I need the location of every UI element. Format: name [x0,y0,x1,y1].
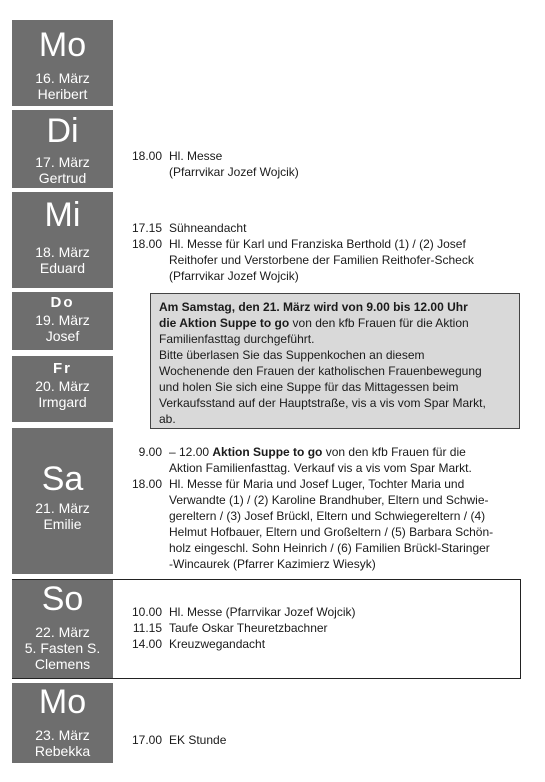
event-entry [132,620,328,636]
event-time: 14.00 [131,637,162,651]
event-text: Hl. Messe für Karl und Franziska Berthold (1) / (2) Josef [169,237,466,251]
notice-heading: die Aktion Suppe to go [159,316,290,330]
day-date: 16. März [35,70,90,86]
event-entry [131,220,247,236]
day-date: 20. März [35,378,90,394]
day-date: 19. März [35,312,90,328]
notice-text: Verkaufsstand auf der Hauptstraße, vis a vis vom Spar Markt, [159,396,486,410]
day-box-mo-16 [12,20,113,106]
day-box-fr-20 [12,356,113,422]
event-time: 9.00 [138,445,162,459]
event-text: -Wincaurek (Pfarrer Kazimierz Wiesyk) [169,557,376,571]
day-saint: Irmgard [38,394,87,410]
day-box-do-19 [12,292,113,350]
day-saint: Josef [45,328,80,344]
day-box-so-22 [12,580,113,678]
day-date: 21. März [35,500,90,516]
event-text: Verwandte (1) / (2) Karoline Brandhuber, Eltern und Schwie- [169,493,489,507]
day-saint: Eduard [39,260,86,276]
event-entry [131,236,474,284]
event-text: EK Stunde [169,733,227,747]
event-text: von den kfb Frauen für die [322,445,466,459]
notice-box [150,293,520,429]
day-saint: Gertrud [38,170,87,186]
day-saint: Rebekka [34,743,91,759]
event-text: (Pfarrvikar Jozef Wojcik) [169,165,299,179]
day-saint: Emilie [43,516,82,532]
event-time: 17.00 [131,733,162,747]
day-date: 18. März [35,244,90,260]
day-abbr: Fr [53,360,72,377]
event-text: – 12.00 [169,445,213,459]
day-abbr: Sa [41,460,84,498]
event-time: 18.00 [131,237,162,251]
day-date: 17. März [35,154,90,170]
event-text: Taufe Oskar Theuretzbachner [169,621,328,635]
day-saint: Clemens [34,656,91,672]
event-time: 11.15 [132,621,162,635]
notice-text: Familienfasttag durchgeführt. [159,332,315,346]
notice-text: ab. [159,412,176,426]
day-abbr: Do [50,294,75,311]
event-text: Helmut Hofbauer, Eltern und Großeltern / (5) Barbara Schön- [169,525,494,539]
event-entry [131,604,356,620]
event-entry [131,476,494,572]
event-text: Hl. Messe für Maria und Josef Luger, Tochter Maria und [169,477,465,491]
day-abbr: Mi [44,196,81,234]
event-time: 18.00 [131,477,162,491]
day-abbr: Mo [38,683,87,721]
event-text: Aktion Familienfasttag. Verkauf vis a vis vom Spar Markt. [169,461,472,475]
day-saint: Heribert [37,86,88,102]
notice-text: Wochenende den Frauen der katholischen Frauenbewegung [159,364,482,378]
day-note: 5. Fasten S. [24,640,101,656]
event-text: Hl. Messe [169,149,223,163]
event-text: gereltern / (3) Josef Brückl, Eltern und Schwiegereltern / (4) [169,509,486,523]
notice-heading: Am Samstag, den 21. März wird von 9.00 bis 12.00 Uhr [159,300,468,314]
day-box-mi-18 [12,192,113,288]
event-text: Kreuzwegandacht [169,637,266,651]
event-time: 18.00 [131,149,162,163]
day-box-sa-21 [12,428,113,574]
day-box-mo-23 [12,683,113,763]
event-text: Sühneandacht [169,221,247,235]
event-text: Reithofer und Verstorbene der Familien Reithofer-Scheck [169,253,474,267]
day-abbr: So [41,580,84,618]
event-text: holz eingeschl. Sohn Heinrich / (6) Familien Brückl-Staringer [169,541,490,555]
notice-text: und holen Sie sich eine Suppe für das Mittagessen beim [159,380,459,394]
event-text: Hl. Messe (Pfarrvikar Jozef Wojcik) [169,605,356,619]
event-time: 17.15 [131,221,162,235]
event-entry [131,732,227,748]
notice-text: Bitte überlasen Sie das Suppenkochen an diesem [159,348,425,362]
event-text: (Pfarrvikar Jozef Wojcik) [169,269,299,283]
event-time: 10.00 [131,605,162,619]
day-date: 23. März [35,727,90,743]
event-entry [138,444,472,476]
day-box-di-17 [12,110,113,188]
event-highlight: Aktion Suppe to go [212,445,323,459]
event-entry [131,148,299,180]
day-date: 22. März [35,624,90,640]
notice-text: von den kfb Frauen für die Aktion [289,316,469,330]
event-entry [131,636,266,652]
day-abbr: Mo [38,26,87,64]
day-abbr: Di [46,112,79,150]
